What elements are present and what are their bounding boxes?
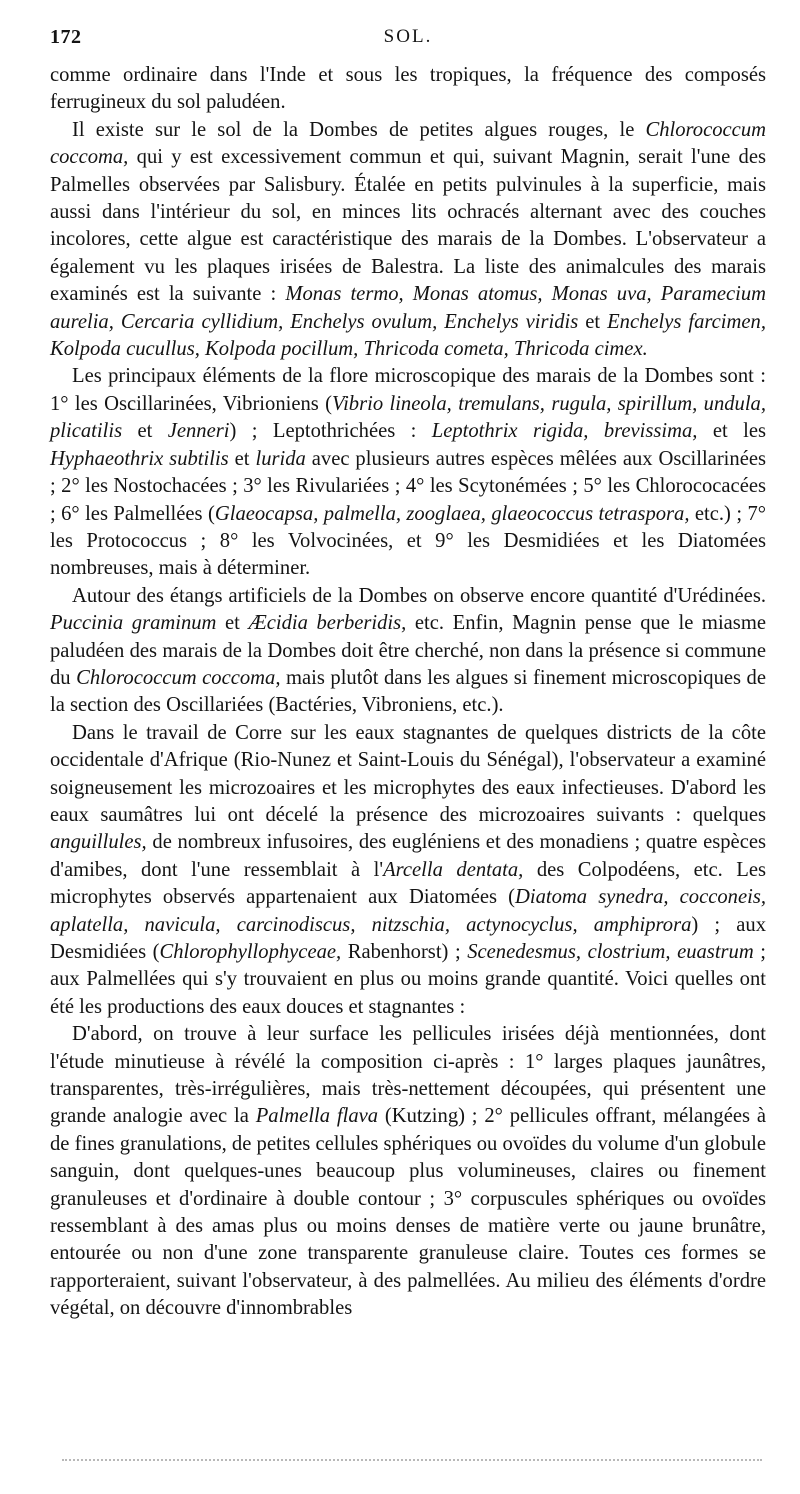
text-run: et	[122, 420, 168, 443]
text-run: etc. Enfin, Magnin pense que le miasme paludéen des marais de la Dombes doit être cherché, non dans la présence si commune du	[50, 612, 766, 689]
paragraph	[50, 62, 766, 117]
page-number: 172	[50, 26, 82, 48]
text-run: Autour des étangs artificiels de la Dombes on observe encore quantité d'Urédinées.	[72, 584, 766, 607]
italic-text-run: Palmella flava	[255, 1105, 379, 1128]
text-run: de nombreux infusoires, des eugléniens et des monadiens ; quatre espèces d'amibes, dont l'une ressemblait à l'	[50, 831, 766, 881]
bottom-dotted-rule	[62, 1459, 762, 1461]
italic-text-run: Enchelys farcimen, Kolpoda cucullus, Kolpoda pocillum, Thricoda cometa, Thricoda cimex.	[50, 310, 766, 361]
italic-text-run: Jenneri	[167, 420, 230, 443]
italic-text-run: Diatoma synedra, cocconeis, aplatella, navicula, carcinodiscus, nitzschia, actynocyclus, amphiprora	[50, 886, 766, 936]
paragraph	[50, 720, 766, 1021]
paragraph	[50, 117, 766, 364]
text-run: comme ordinaire dans l'Inde et sous les tropiques, la fréquence des composés ferrugineux du sol paludéen.	[50, 64, 766, 114]
text-run: Rabenhorst) ;	[341, 941, 468, 963]
text-run: ) ; Leptothrichées :	[229, 420, 432, 443]
body-text	[50, 62, 766, 1323]
italic-text-run: Arcella dentata,	[383, 858, 524, 881]
italic-text-run: Puccinia graminum	[50, 612, 217, 635]
text-run: avec plusieurs autres espèces mêlées aux Oscillarinées ; 2° les Nostochacées ; 3° les Rivulariées ; 4° les Scytonémées ; 5° les Chlorococacées ; 6° les Palmellées (	[50, 447, 766, 525]
text-run: qui y est excessivement commun et qui, suivant Magnin, serait l'une des Palmelles observées par Salisbury. Étalée en petits pulvinules à la superficie, mais aussi dans l'intérieur du sol, en minces lits ochracés alternant avec des couches incolores, cette algue est caractéristique des marais de la Dombes. L'observateur a également vu les plaques irisées de Balestra. La liste des animalcules des marais examinés est la suivante :	[50, 146, 766, 306]
paragraph	[50, 363, 766, 582]
italic-text-run: Chlorococcum coccoma,	[76, 666, 281, 689]
text-run: ) ; aux Desmidiées (	[50, 913, 766, 963]
italic-text-run: Chlorococcum coccoma,	[50, 118, 766, 169]
paragraph	[50, 583, 766, 720]
italic-text-run: anguillules,	[50, 831, 147, 854]
text-run: etc.) ; 7° les Protococcus ; 8° les Volvocinées, et 9° les Desmidiées et les Diatomées nombreuses, mais à déterminer.	[50, 502, 766, 580]
italic-text-run: Chlorophyllophyceae,	[159, 941, 342, 963]
italic-text-run: Monas termo, Monas atomus, Monas uva, Paramecium aurelia, Cercaria cyllidium, Enchelys ovulum, Enchelys viridis	[50, 283, 766, 333]
italic-text-run: Æcidia berberidis,	[248, 612, 407, 635]
italic-text-run: Hyphaeothrix subtilis	[50, 447, 229, 470]
text-run: mais plutôt dans les algues si finement microscopiques de la section des Oscillariées (Bactéries, Vibroniens, etc.).	[50, 666, 766, 717]
italic-text-run: Vibrio lineola, tremulans, rugula, spirillum, undula, plicatilis	[50, 392, 767, 443]
italic-text-run: lurida	[255, 447, 306, 470]
text-run: et les	[697, 420, 766, 443]
text-run: et	[578, 310, 608, 333]
text-run: Il existe sur le sol de la Dombes de petites algues rouges, le	[72, 118, 646, 141]
italic-text-run: Leptothrix rigida, brevissima,	[431, 420, 698, 443]
paragraph	[50, 1021, 766, 1322]
italic-text-run: Glaeocapsa, palmella, zooglaea, glaeococcus tetraspora,	[214, 502, 690, 525]
text-run: des Colpodéens, etc. Les microphytes observés appartenaient aux Diatomées (	[50, 858, 766, 909]
text-run: Dans le travail de Corre sur les eaux stagnantes de quelques districts de la côte occidentale d'Afrique (Rio-Nunez et Saint-Louis du Sénégal), l'observateur a examiné soigneusement les microzoaires et les microphytes des eaux infectieuses. D'abord les eaux saumâtres lui ont décelé la présence des microzoaires suivants : quelques	[50, 721, 766, 826]
text-run: Les principaux éléments de la flore microscopique des marais de la Dombes sont : 1° les Oscillarinées, Vibrioniens (	[50, 365, 766, 415]
text-run: et	[228, 447, 256, 470]
page-header	[50, 26, 766, 52]
text-run: ; aux Palmellées qui s'y trouvaient en plus ou moins grande quantité. Voici quelles ont été les productions des eaux douces et stagnantes :	[50, 941, 767, 1018]
italic-text-run: Scenedesmus, clostrium, euastrum	[467, 941, 754, 963]
text-run: (Kutzing) ; 2° pellicules offrant, mélangées à de fines granulations, de petites cellules sphériques ou ovoïdes du volume d'un globule sanguin, dont quelques-unes beaucoup plus volumineuses, claires ou finement granuleuses et d'ordinaire à double contour ; 3° corpuscules sphériques ou ovoïdes ressemblant à des amas plus ou moins denses de matière verte ou jaune brunâtre, entourée ou non d'une zone transparente granuleuse claire. Toutes ces formes se rapporteraient, suivant l'observateur, à des palmellées. Au milieu des éléments d'ordre végétal, on découvre d'innombrables	[50, 1105, 766, 1320]
text-run: et	[216, 612, 249, 635]
text-run: D'abord, on trouve à leur surface les pellicules irisées déjà mentionnées, dont l'étude minutieuse à révélé la composition ci-après : 1° larges plaques jaunâtres, transparentes, très-irrégulières, mais très-nettement découpées, qui présentent une grande analogie avec la	[50, 1023, 766, 1128]
running-title: SOL.	[383, 26, 433, 47]
